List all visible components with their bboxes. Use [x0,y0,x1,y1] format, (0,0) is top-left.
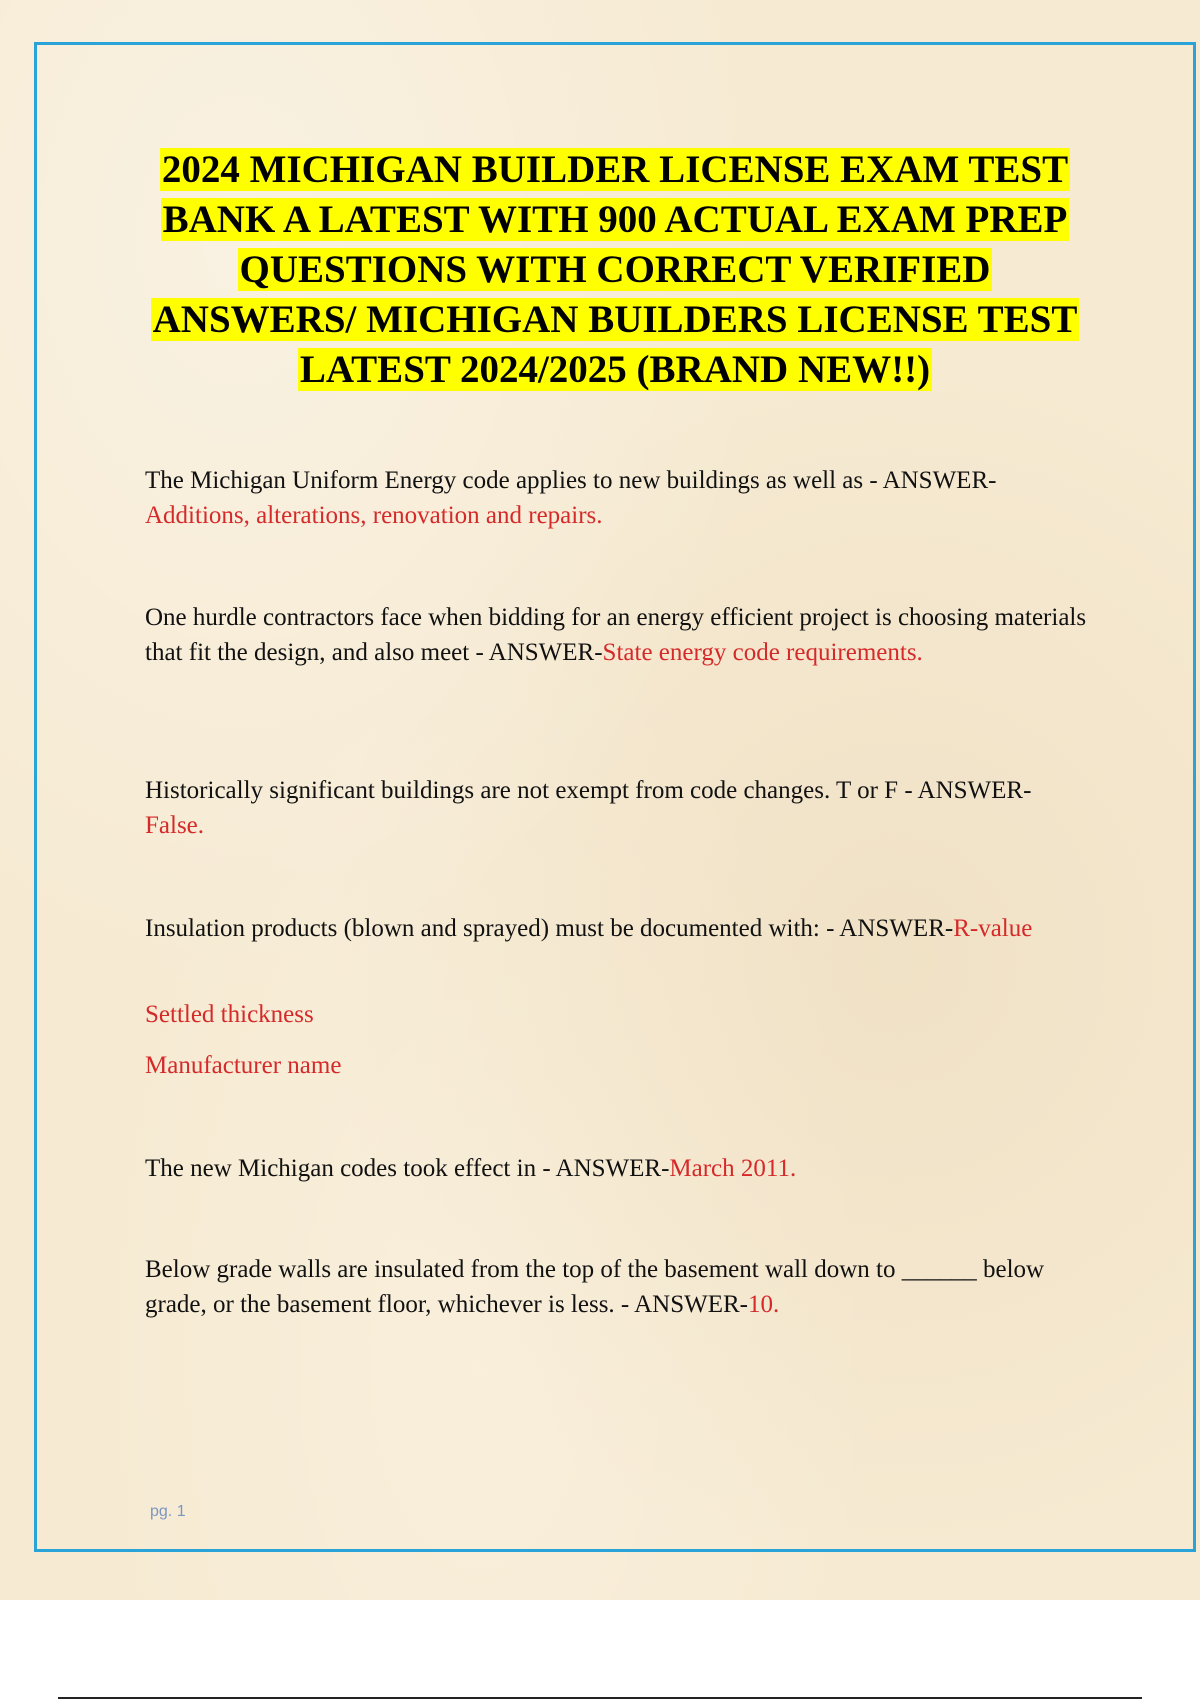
answer-extra-line: Settled thickness [145,1001,314,1028]
qa-item-1 [145,463,1090,533]
answer-text: March 2011. [669,1155,797,1182]
answer-extra-line: Manufacturer name [145,1052,342,1079]
question-text: Below grade walls are insulated from the top of the basement wall down to ______ below grade, or the basement floor, whichever is less. - ANSWER- [145,1256,1045,1318]
qa-item-6 [145,1252,1090,1322]
page-number: pg. 1 [150,1503,186,1520]
qa-item-2 [145,600,1090,670]
question-text: Insulation products (blown and sprayed) must be documented with: - ANSWER- [145,915,954,942]
question-text: The new Michigan codes took effect in - ANSWER- [145,1155,670,1182]
answer-text: False. [145,812,205,839]
answer-text: R-value [953,915,1033,942]
question-text: Historically significant buildings are not exempt from code changes. T or F - ANSWER- [145,777,1032,804]
answer-text: 10. [748,1291,780,1318]
question-text: The Michigan Uniform Energy code applies to new buildings as well as - ANSWER- [145,467,997,494]
document-title [140,145,1090,395]
qa-item-5 [145,1151,1090,1186]
answer-text: Additions, alterations, renovation and repairs. [145,502,603,529]
question-text: One hurdle contractors face when bidding for an energy efficient project is choosing materials that fit the design, and also meet - ANSWER- [145,604,1087,666]
qa-item-3 [145,773,1090,843]
title-text: 2024 MICHIGAN BUILDER LICENSE EXAM TEST BANK A LATEST WITH 900 ACTUAL EXAM PREP QUESTIONS WITH CORRECT VERIFIED ANSWERS/ MICHIGAN BUILDERS LICENSE TEST LATEST 2024/2025 (BRAND NEW!!) [152,148,1078,391]
qa-item-4 [145,911,1090,946]
footer-divider [58,1697,1142,1699]
answer-text: State energy code requirements. [602,639,923,666]
